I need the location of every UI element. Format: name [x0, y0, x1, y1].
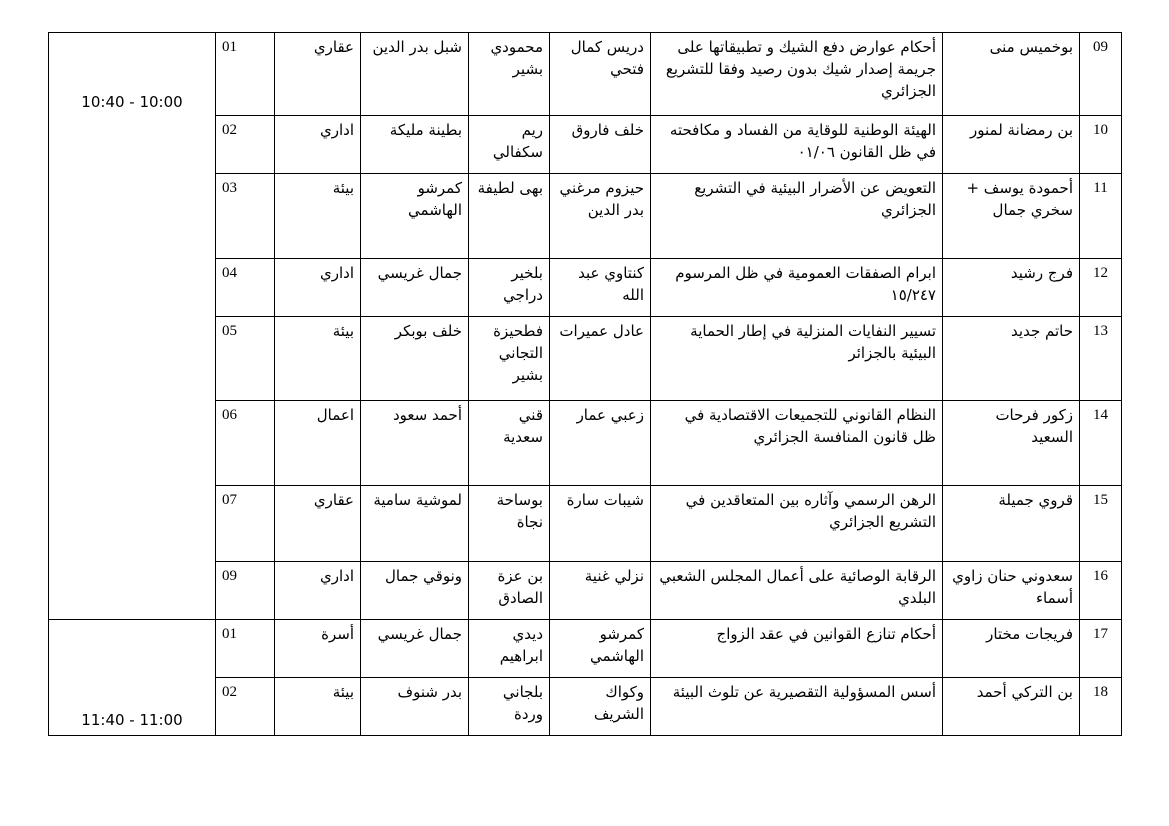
examiner: جمال غريسي — [361, 259, 469, 317]
supervisor: كنتاوي عبد الله — [550, 259, 651, 317]
room-code: 05 — [216, 317, 275, 401]
row-number: 18 — [1080, 678, 1122, 736]
thesis-title: ابرام الصفقات العمومية في ظل المرسوم ١٥/٢٤٧ — [651, 259, 943, 317]
row-number: 16 — [1080, 562, 1122, 620]
president: ديدي ابراهيم — [469, 620, 550, 678]
row-number: 10 — [1080, 116, 1122, 174]
row-number: 12 — [1080, 259, 1122, 317]
table-row — [49, 620, 1122, 678]
supervisor: حيزوم مرغني بدر الدين — [550, 174, 651, 259]
student-name: بن التركي أحمد — [943, 678, 1080, 736]
thesis-title: الهيئة الوطنية للوقاية من الفساد و مكافحته في ظل القانون ٠١/٠٦ — [651, 116, 943, 174]
specialty: بيئة — [275, 678, 361, 736]
examiner: لموشية سامية — [361, 486, 469, 562]
president: بلخير دراجي — [469, 259, 550, 317]
row-number: 15 — [1080, 486, 1122, 562]
examiner: جمال غريسي — [361, 620, 469, 678]
examiner: بطينة مليكة — [361, 116, 469, 174]
thesis-title: أحكام تنازع القوانين في عقد الزواج — [651, 620, 943, 678]
thesis-title: التعويض عن الأضرار البيئية في التشريع الجزائري — [651, 174, 943, 259]
supervisor: وكواك الشريف — [550, 678, 651, 736]
student-name: فرج رشيد — [943, 259, 1080, 317]
supervisor: كمرشو الهاشمي — [550, 620, 651, 678]
specialty: عقاري — [275, 33, 361, 116]
president: بلجاني وردة — [469, 678, 550, 736]
thesis-title: الرهن الرسمي وآثاره بين المتعاقدين في التشريع الجزائري — [651, 486, 943, 562]
room-code: 01 — [216, 620, 275, 678]
supervisor: دريس كمال فتحي — [550, 33, 651, 116]
president: ريم سكفالي — [469, 116, 550, 174]
president: محمودي بشير — [469, 33, 550, 116]
student-name: بوخميس منى — [943, 33, 1080, 116]
student-name: حاتم جديد — [943, 317, 1080, 401]
student-name: أحمودة يوسف + سخري جمال — [943, 174, 1080, 259]
supervisor: شيبات سارة — [550, 486, 651, 562]
examiner: أحمد سعود — [361, 401, 469, 486]
examiner: كمرشو الهاشمي — [361, 174, 469, 259]
specialty: اداري — [275, 116, 361, 174]
room-code: 07 — [216, 486, 275, 562]
room-code: 01 — [216, 33, 275, 116]
supervisor: خلف فاروق — [550, 116, 651, 174]
row-number: 11 — [1080, 174, 1122, 259]
student-name: سعدوني حنان زاوي أسماء — [943, 562, 1080, 620]
examiner: ونوقي جمال — [361, 562, 469, 620]
row-number: 13 — [1080, 317, 1122, 401]
supervisor: عادل عميرات — [550, 317, 651, 401]
student-name: قروي جميلة — [943, 486, 1080, 562]
room-code: 02 — [216, 116, 275, 174]
room-code: 09 — [216, 562, 275, 620]
room-code: 03 — [216, 174, 275, 259]
room-code: 06 — [216, 401, 275, 486]
thesis-title: أسس المسؤولية التقصيرية عن تلوث البيئة — [651, 678, 943, 736]
president: بوساحة نجاة — [469, 486, 550, 562]
row-number: 17 — [1080, 620, 1122, 678]
specialty: اداري — [275, 562, 361, 620]
examiner: خلف بوبكر — [361, 317, 469, 401]
thesis-title: أحكام عوارض دفع الشيك و تطبيقاتها على جريمة إصدار شيك بدون رصيد وفقا للتشريع الجزائري — [651, 33, 943, 116]
supervisor: نزلي غنية — [550, 562, 651, 620]
thesis-title: تسيير النفايات المنزلية في إطار الحماية البيئية بالجزائر — [651, 317, 943, 401]
specialty: عقاري — [275, 486, 361, 562]
specialty: بيئة — [275, 174, 361, 259]
president: بهى لطيفة — [469, 174, 550, 259]
specialty: أسرة — [275, 620, 361, 678]
specialty: اعمال — [275, 401, 361, 486]
defense-schedule-table — [48, 32, 1122, 736]
student-name: فريجات مختار — [943, 620, 1080, 678]
room-code: 02 — [216, 678, 275, 736]
table-row — [49, 33, 1122, 116]
president: قني سعدية — [469, 401, 550, 486]
specialty: اداري — [275, 259, 361, 317]
thesis-title: النظام القانوني للتجميعات الاقتصادية في ظل قانون المنافسة الجزائري — [651, 401, 943, 486]
specialty: بيئة — [275, 317, 361, 401]
examiner: شبل بدر الدين — [361, 33, 469, 116]
thesis-title: الرقابة الوصائية على أعمال المجلس الشعبي البلدي — [651, 562, 943, 620]
supervisor: زعبي عمار — [550, 401, 651, 486]
row-number: 09 — [1080, 33, 1122, 116]
time-slot: 10:40 - 10:00 — [49, 33, 216, 620]
time-slot: 11:40 - 11:00 — [49, 620, 216, 736]
student-name: زكور فرحات السعيد — [943, 401, 1080, 486]
examiner: بدر شنوف — [361, 678, 469, 736]
president: بن عزة الصادق — [469, 562, 550, 620]
room-code: 04 — [216, 259, 275, 317]
president: فطحيزة التجاني بشير — [469, 317, 550, 401]
student-name: بن رمضانة لمنور — [943, 116, 1080, 174]
row-number: 14 — [1080, 401, 1122, 486]
